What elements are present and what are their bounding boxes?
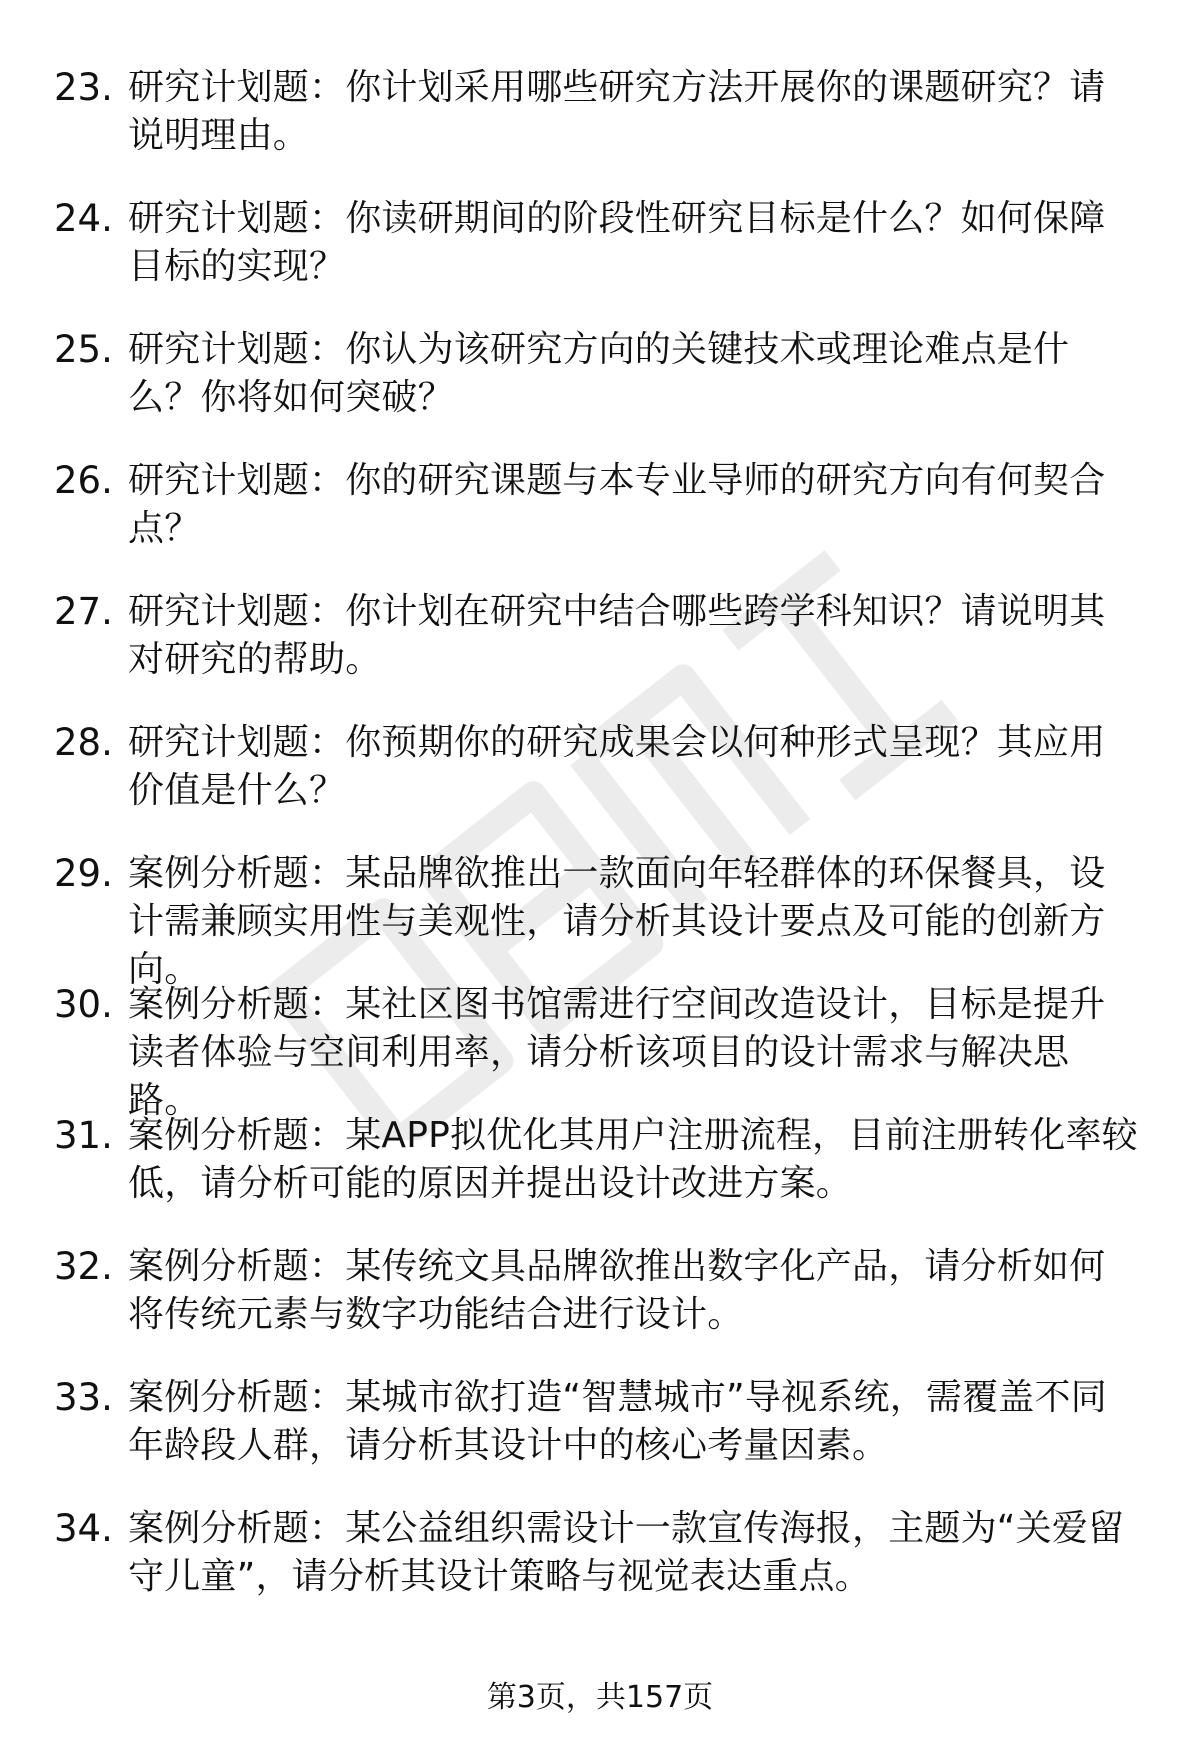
question-number: 32.	[54, 1245, 113, 1288]
question-item	[0, 195, 1200, 326]
question-text: 研究计划题：你计划在研究中结合哪些跨学科知识？请说明其对研究的帮助。	[128, 591, 1106, 680]
question-number: 26.	[54, 459, 113, 502]
question-list	[0, 64, 1200, 1636]
page-number-footer: 第3页，共157页	[486, 1680, 714, 1715]
question-number: 34.	[54, 1507, 113, 1550]
question-text: 案例分析题：某传统文具品牌欲推出数字化产品，请分析如何将传统元素与数字功能结合进行设计。	[128, 1246, 1106, 1335]
question-number: 23.	[54, 66, 113, 109]
question-text: 研究计划题：你计划采用哪些研究方法开展你的课题研究？请说明理由。	[128, 67, 1106, 156]
question-number: 28.	[54, 721, 113, 764]
question-text: 案例分析题：某APP拟优化其用户注册流程，目前注册转化率较低，请分析可能的原因并提出设计改进方案。	[128, 1115, 1138, 1204]
question-item	[0, 326, 1200, 457]
question-item	[0, 719, 1200, 850]
question-item	[0, 1243, 1200, 1374]
question-number: 27.	[54, 590, 113, 633]
question-text: 研究计划题：你的研究课题与本专业导师的研究方向有何契合点？	[128, 460, 1106, 549]
question-item	[0, 981, 1200, 1121]
question-number: 31.	[54, 1114, 113, 1157]
question-item	[0, 588, 1200, 719]
question-number: 29.	[54, 852, 113, 895]
question-text: 研究计划题：你读研期间的阶段性研究目标是什么？如何保障目标的实现？	[128, 198, 1106, 287]
question-item	[0, 64, 1200, 195]
question-text: 研究计划题：你认为该研究方向的关键技术或理论难点是什么？你将如何突破？	[128, 329, 1070, 418]
question-item	[0, 850, 1200, 990]
question-text: 案例分析题：某品牌欲推出一款面向年轻群体的环保餐具，设计需兼顾实用性与美观性，请分析其设计要点及可能的创新方向。	[128, 853, 1106, 990]
question-text: 案例分析题：某社区图书馆需进行空间改造设计，目标是提升读者体验与空间利用率，请分析该项目的设计需求与解决思路。	[128, 984, 1106, 1121]
question-number: 33.	[54, 1376, 113, 1419]
question-item	[0, 1112, 1200, 1243]
question-number: 30.	[54, 983, 113, 1026]
question-number: 25.	[54, 328, 113, 371]
question-text: 研究计划题：你预期你的研究成果会以何种形式呈现？其应用价值是什么？	[128, 722, 1106, 811]
question-text: 案例分析题：某公益组织需设计一款宣传海报，主题为“关爱留守儿童”，请分析其设计策略与视觉表达重点。	[128, 1508, 1125, 1597]
question-item	[0, 1374, 1200, 1505]
question-text: 案例分析题：某城市欲打造“智慧城市”导视系统，需覆盖不同年龄段人群，请分析其设计中的核心考量因素。	[128, 1377, 1107, 1466]
question-item	[0, 457, 1200, 588]
question-number: 24.	[54, 197, 113, 240]
question-item	[0, 1505, 1200, 1636]
